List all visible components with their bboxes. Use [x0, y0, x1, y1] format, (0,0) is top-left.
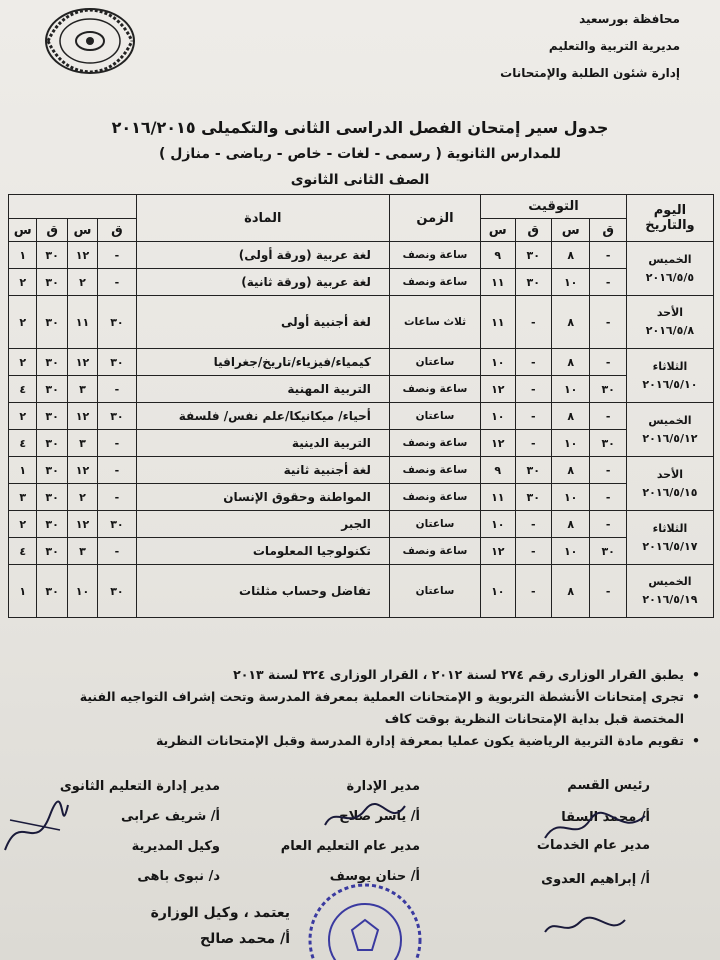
- subject-cell: كيمياء/فيزياء/تاريخ/جغرافيا: [136, 349, 389, 376]
- start-minute: -: [590, 403, 626, 430]
- end-minute: ٣٠: [515, 269, 551, 296]
- signature-scribble-icon: [540, 912, 630, 942]
- end-minute: ٣٠: [515, 484, 551, 511]
- table-row: [9, 511, 714, 538]
- grade-subtitle: الصف الثانى الثانوى: [290, 172, 430, 188]
- schools-subtitle: للمدارس الثانوية ( رسمى - لغات - خاص - رياضى - منازل ): [158, 146, 562, 162]
- start-hour: ١٠: [551, 430, 589, 457]
- day-name: الأحد: [656, 306, 684, 319]
- duration-cell: ساعة ونصف: [389, 376, 480, 403]
- note-item: • تجرى إمتحانات الأنشطة التربوية و الإمتحانات العملية بمعرفة المدرسة وتحت إشراف التواجيه الفنية: [10, 686, 700, 708]
- header-s: س: [481, 219, 515, 242]
- bullet-icon: •: [692, 689, 700, 704]
- release2-minute: ٣٠: [37, 430, 67, 457]
- signature-scribble-icon: [540, 808, 650, 848]
- header-q: ق: [515, 219, 551, 242]
- subject-cell: تفاضل وحساب مثلثات: [136, 565, 389, 618]
- subject-cell: التربية الدينية: [136, 430, 389, 457]
- end-minute: -: [515, 511, 551, 538]
- header-q: ق: [98, 219, 136, 242]
- duration-cell: ساعتان: [389, 349, 480, 376]
- release-minute: -: [98, 269, 136, 296]
- end-minute: -: [515, 565, 551, 618]
- day-date-cell: [626, 511, 713, 565]
- table-row: [9, 430, 714, 457]
- end-hour: ١٠: [481, 403, 515, 430]
- start-hour: ٨: [551, 242, 589, 269]
- duration-cell: ساعتان: [389, 403, 480, 430]
- release2-hour: ٤: [9, 376, 37, 403]
- duration-cell: ساعة ونصف: [389, 484, 480, 511]
- org-governorate: محافظة بورسعيد: [579, 12, 680, 26]
- table-row: [9, 296, 714, 349]
- signature-block-bottom: يعتمد ، وكيل الوزارة أ/ محمد صالح: [150, 905, 290, 947]
- signature-block-left: مدير إدارة التعليم الثانوى أ/ شريف عرابى وكيل المديرية د/ نبوى باهى: [59, 779, 220, 884]
- note-item: • تقويم مادة التربية الرياضية يكون عمليا بمعرفة إدارة المدرسة وقبل الإمتحانات النظرية: [10, 730, 700, 752]
- header-day-date: اليوم والتاريخ: [626, 195, 713, 242]
- start-hour: ٨: [551, 457, 589, 484]
- release-minute: -: [98, 457, 136, 484]
- table-row: [9, 484, 714, 511]
- subject-cell: تكنولوجيا المعلومات: [136, 538, 389, 565]
- day-name: الخميس: [648, 252, 692, 266]
- release-minute: -: [98, 430, 136, 457]
- duration-cell: ثلاث ساعات: [389, 296, 480, 349]
- release2-minute: ٣٠: [37, 484, 67, 511]
- start-hour: ١٠: [551, 538, 589, 565]
- day-date-cell: [626, 565, 713, 618]
- day-name: الثلاثاء: [652, 359, 688, 373]
- notes-section: [10, 664, 700, 752]
- release2-hour: ٤: [9, 430, 37, 457]
- release-hour: ١٢: [67, 511, 97, 538]
- end-hour: ١١: [481, 296, 515, 349]
- table-row: [9, 242, 714, 269]
- table-row: [9, 538, 714, 565]
- day-date-cell: [626, 403, 713, 457]
- start-minute: -: [590, 349, 626, 376]
- release2-hour: ٢: [9, 269, 37, 296]
- release2-hour: ٢: [9, 511, 37, 538]
- release2-minute: ٣٠: [37, 296, 67, 349]
- end-minute: ٣٠: [515, 457, 551, 484]
- exam-date: ٢٠١٦/٥/١٢: [642, 431, 698, 445]
- exam-schedule-table: [8, 194, 714, 618]
- note-item: المختصة قبل بداية الإمتحانات النظرية بوقت كاف: [384, 711, 684, 726]
- start-minute: -: [590, 296, 626, 349]
- release-minute: -: [98, 242, 136, 269]
- exam-date: ٢٠١٦/٥/١٧: [642, 539, 698, 553]
- org-directorate: مديرية التربية والتعليم: [548, 39, 680, 53]
- duration-cell: ساعة ونصف: [389, 457, 480, 484]
- start-hour: ٨: [551, 565, 589, 618]
- exam-date: ٢٠١٦/٥/١٠: [642, 377, 698, 391]
- ministry-seal-icon: [42, 6, 138, 76]
- release-hour: ١٢: [67, 349, 97, 376]
- table-row: [9, 349, 714, 376]
- duration-cell: ساعة ونصف: [389, 269, 480, 296]
- release-minute: -: [98, 484, 136, 511]
- release2-hour: ٣: [9, 484, 37, 511]
- table-row: [9, 403, 714, 430]
- duration-cell: ساعة ونصف: [389, 242, 480, 269]
- header-q: ق: [37, 219, 67, 242]
- release2-minute: ٣٠: [37, 349, 67, 376]
- day-name: الخميس: [648, 413, 692, 427]
- release-hour: ٣: [67, 430, 97, 457]
- subject-cell: لغة عربية (ورقة ثانية): [136, 269, 389, 296]
- end-hour: ١٢: [481, 376, 515, 403]
- end-hour: ٩: [481, 457, 515, 484]
- subject-cell: التربية المهنية: [136, 376, 389, 403]
- start-minute: -: [590, 511, 626, 538]
- duration-cell: ساعة ونصف: [389, 430, 480, 457]
- start-minute: -: [590, 242, 626, 269]
- end-minute: -: [515, 538, 551, 565]
- end-minute: -: [515, 349, 551, 376]
- end-hour: ١٢: [481, 430, 515, 457]
- subject-cell: الجبر: [136, 511, 389, 538]
- table-row: [9, 269, 714, 296]
- start-minute: ٣٠: [590, 376, 626, 403]
- signature-block-middle: مدير الإدارة أ/ ياسر صلاح مدير عام التعليم العام أ/ حنان يوسف: [280, 779, 420, 884]
- release-minute: -: [98, 538, 136, 565]
- exam-date: ٢٠١٦/٥/١٩: [642, 593, 698, 606]
- day-name: الأحد: [656, 467, 684, 481]
- release2-minute: ٣٠: [37, 269, 67, 296]
- release-minute: -: [98, 376, 136, 403]
- table-row: [9, 457, 714, 484]
- start-minute: ٣٠: [590, 538, 626, 565]
- day-name: الثلاثاء: [652, 521, 688, 535]
- end-hour: ١١: [481, 269, 515, 296]
- end-hour: ١٠: [481, 349, 515, 376]
- day-name: الخميس: [648, 575, 692, 588]
- header-timing: التوقيت: [481, 195, 627, 219]
- release-hour: ١٠: [67, 565, 97, 618]
- org-department: إدارة شئون الطلبة والإمتحانات: [500, 66, 680, 80]
- start-minute: -: [590, 565, 626, 618]
- header-q: ق: [590, 219, 626, 242]
- bullet-icon: •: [692, 733, 700, 748]
- release2-hour: ١: [9, 242, 37, 269]
- release2-minute: ٣٠: [37, 457, 67, 484]
- end-minute: -: [515, 376, 551, 403]
- official-stamp-icon: [300, 880, 430, 960]
- subject-cell: لغة أجنبية ثانية: [136, 457, 389, 484]
- start-hour: ١٠: [551, 484, 589, 511]
- end-hour: ١٢: [481, 538, 515, 565]
- release2-hour: ٢: [9, 296, 37, 349]
- start-minute: -: [590, 457, 626, 484]
- table-row: [9, 565, 714, 618]
- exam-date: ٢٠١٦/٥/١٥: [642, 485, 698, 499]
- release2-hour: ١: [9, 457, 37, 484]
- end-hour: ١٠: [481, 565, 515, 618]
- start-hour: ١٠: [551, 269, 589, 296]
- release-minute: ٣٠: [98, 403, 136, 430]
- header-subject: المادة: [136, 195, 389, 242]
- start-hour: ٨: [551, 296, 589, 349]
- header-organization: [440, 6, 680, 87]
- bullet-icon: •: [692, 667, 700, 682]
- release-hour: ١٢: [67, 403, 97, 430]
- duration-cell: ساعتان: [389, 565, 480, 618]
- release2-minute: ٣٠: [37, 242, 67, 269]
- note-item: • يطبق القرار الوزارى رقم ٢٧٤ لسنة ٢٠١٢ ، القرار الوزارى ٣٢٤ لسنة ٢٠١٣: [10, 664, 700, 686]
- table-row: [9, 376, 714, 403]
- start-minute: ٣٠: [590, 430, 626, 457]
- header-s: س: [9, 219, 37, 242]
- day-date-cell: [626, 242, 713, 296]
- release2-hour: ٢: [9, 403, 37, 430]
- signature-block-right: رئيس القسم أ/ محمد السقا مدير عام الخدمات أ/ إبراهيم العدوى: [536, 778, 650, 887]
- start-minute: -: [590, 269, 626, 296]
- start-hour: ٨: [551, 511, 589, 538]
- release2-minute: ٣٠: [37, 538, 67, 565]
- duration-cell: ساعتان: [389, 511, 480, 538]
- start-minute: -: [590, 484, 626, 511]
- subject-cell: المواطنة وحقوق الإنسان: [136, 484, 389, 511]
- signature-scribble-icon: [0, 800, 70, 860]
- document-title: جدول سير إمتحان الفصل الدراسى الثانى والتكميلى ٢٠١٦/٢٠١٥: [111, 118, 609, 137]
- release2-minute: ٣٠: [37, 376, 67, 403]
- header-s: س: [67, 219, 97, 242]
- release-hour: ١٢: [67, 242, 97, 269]
- end-hour: ١٠: [481, 511, 515, 538]
- release-minute: ٣٠: [98, 349, 136, 376]
- release-hour: ٢: [67, 484, 97, 511]
- release-hour: ٣: [67, 376, 97, 403]
- release-hour: ١١: [67, 296, 97, 349]
- end-minute: ٣٠: [515, 242, 551, 269]
- signature-scribble-icon: [320, 800, 410, 836]
- subject-cell: أحياء/ ميكانيكا/علم نفس/ فلسفة: [136, 403, 389, 430]
- end-minute: -: [515, 403, 551, 430]
- day-date-cell: [626, 296, 713, 349]
- release-minute: ٣٠: [98, 296, 136, 349]
- end-hour: ٩: [481, 242, 515, 269]
- day-date-cell: [626, 349, 713, 403]
- exam-date: ٢٠١٦/٥/٨: [645, 324, 695, 337]
- start-hour: ١٠: [551, 376, 589, 403]
- end-hour: ١١: [481, 484, 515, 511]
- start-hour: ٨: [551, 403, 589, 430]
- release2-minute: ٣٠: [37, 565, 67, 618]
- release-hour: ٣: [67, 538, 97, 565]
- exam-date: ٢٠١٦/٥/٥: [645, 270, 695, 284]
- release-hour: ٢: [67, 269, 97, 296]
- release2-hour: ١: [9, 565, 37, 618]
- release2-hour: ٢: [9, 349, 37, 376]
- start-hour: ٨: [551, 349, 589, 376]
- release-minute: ٣٠: [98, 565, 136, 618]
- release2-minute: ٣٠: [37, 511, 67, 538]
- header-release-time: [9, 195, 137, 219]
- end-minute: -: [515, 430, 551, 457]
- schedule-body: [9, 242, 714, 618]
- release2-hour: ٤: [9, 538, 37, 565]
- day-date-cell: [626, 457, 713, 511]
- release2-minute: ٣٠: [37, 403, 67, 430]
- release-hour: ١٢: [67, 457, 97, 484]
- subject-cell: لغة أجنبية أولى: [136, 296, 389, 349]
- header-duration: الزمن: [389, 195, 480, 242]
- header-s: س: [551, 219, 589, 242]
- release-minute: ٣٠: [98, 511, 136, 538]
- subject-cell: لغة عربية (ورقة أولى): [136, 242, 389, 269]
- end-minute: -: [515, 296, 551, 349]
- duration-cell: ساعة ونصف: [389, 538, 480, 565]
